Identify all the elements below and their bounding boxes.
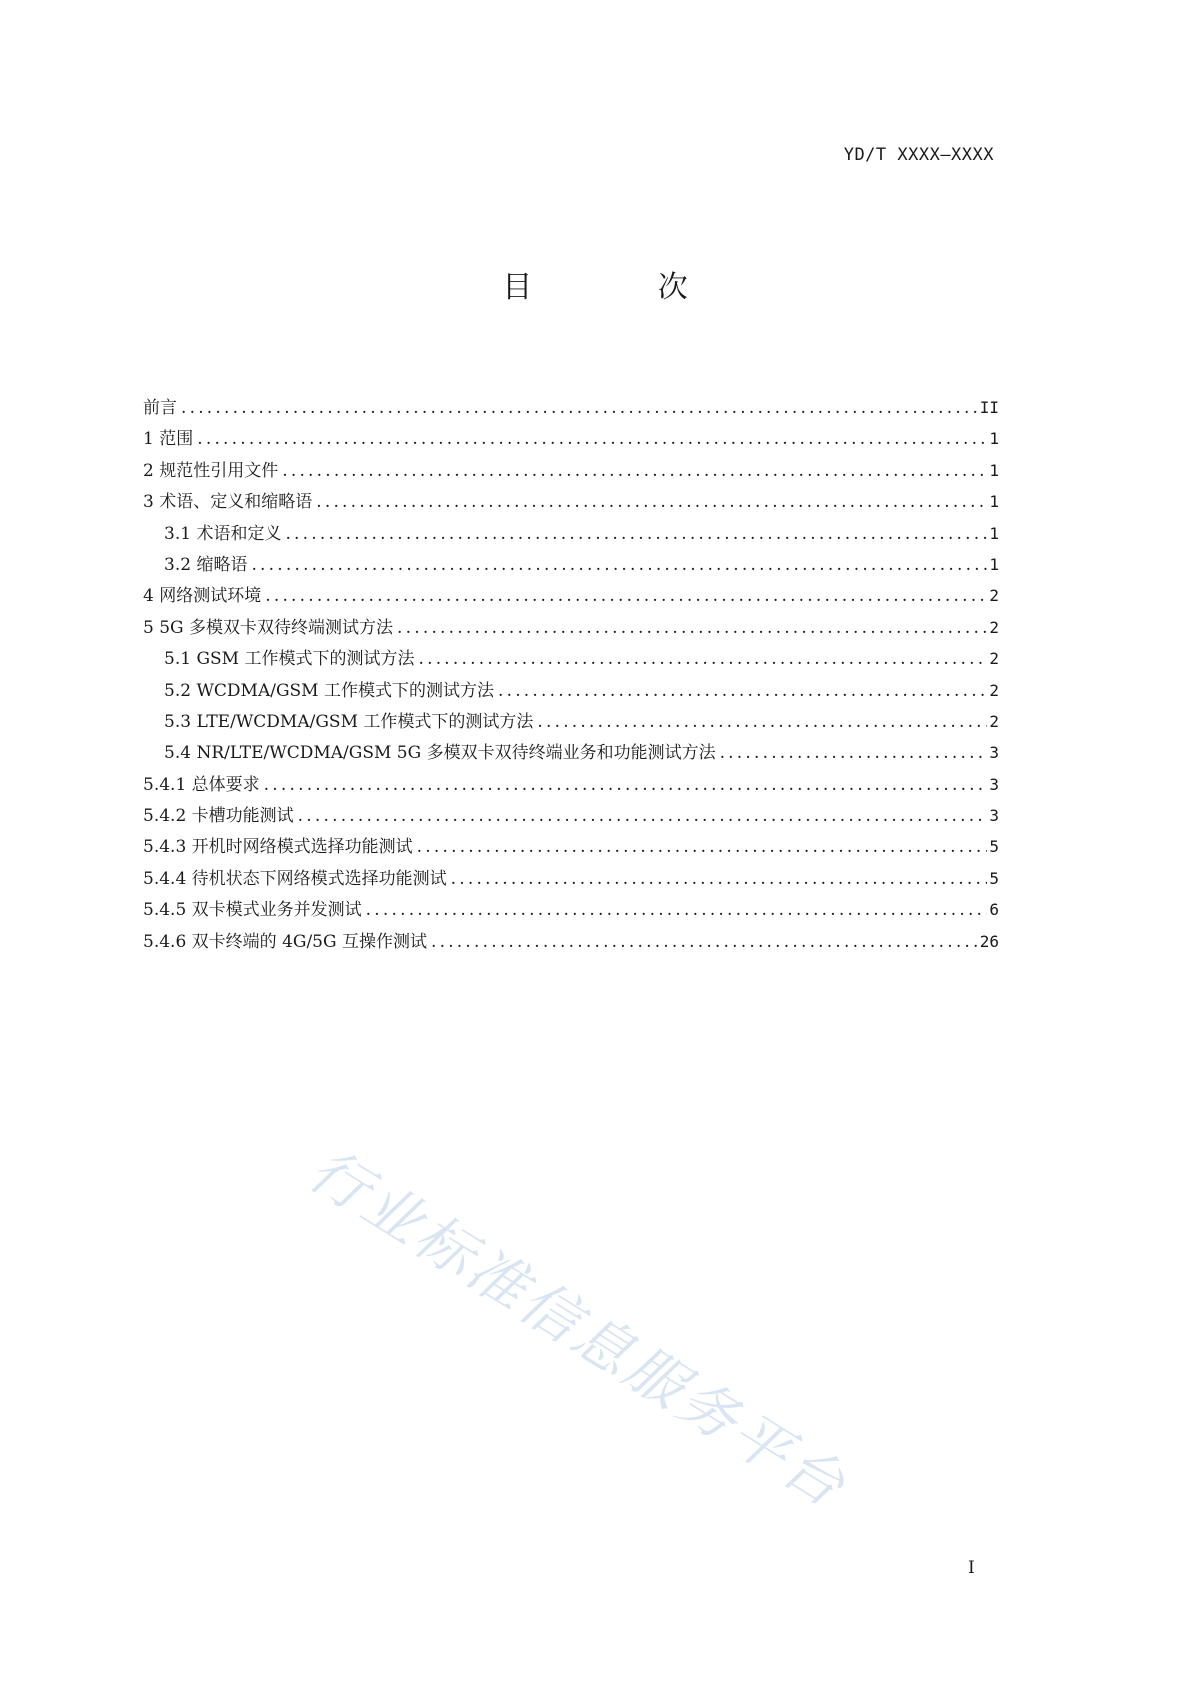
toc-entry-3-2[interactable] [143,549,999,580]
toc-entry-5-1[interactable] [143,643,999,674]
toc-entry-label: 3.1 术语和定义 [164,523,282,544]
toc-entry-label: 5.2 WCDMA/GSM 工作模式下的测试方法 [164,680,494,701]
toc-entry-label: 5.1 GSM 工作模式下的测试方法 [164,649,415,670]
toc-entry-5-2[interactable] [143,675,999,706]
toc-dot-leader [251,550,987,581]
toc-entry-label: 5 5G 多模双卡双待终端测试方法 [143,617,394,638]
toc-dot-leader [417,832,988,863]
toc-entry-5-4-6[interactable] [143,926,999,957]
toc-entry-label: 5.4.5 双卡模式业务并发测试 [143,900,362,921]
toc-dot-leader [431,927,978,958]
watermark: 行业标准信息服务平台 [297,1135,860,1522]
toc-entry-label: 5.4.2 卡槽功能测试 [143,806,294,827]
toc-dot-leader [285,519,987,550]
toc-dot-leader [537,707,987,738]
toc-entry-label: 3 术语、定义和缩略语 [143,492,313,513]
toc-entry-page: 26 [979,931,999,951]
toc-entry-5-4-4[interactable] [143,863,999,894]
toc-entry-3-1[interactable] [143,518,999,549]
toc-dot-leader [316,487,987,518]
toc-dot-leader [720,738,988,769]
toc-entry-label: 4 网络测试环境 [143,586,262,607]
toc-entry-label: 5.4.1 总体要求 [143,774,260,795]
toc-dot-leader [418,644,987,675]
toc-entry-page: 1 [989,554,999,574]
toc-entry-page: 2 [989,649,999,669]
toc-entry-page: 1 [989,460,999,480]
toc-entry-page: 2 [989,617,999,637]
toc-dot-leader [397,613,987,644]
toc-dot-leader [181,393,978,424]
toc-dot-leader [366,895,988,926]
toc-entry-label: 5.4.4 待机状态下网络模式选择功能测试 [143,868,447,889]
toc-entry-page: 3 [989,806,999,826]
toc-entry-page: 1 [989,523,999,543]
toc-entry-5-4-1[interactable] [143,769,999,800]
toc-dot-leader [298,801,988,832]
toc-entry-scope[interactable] [143,423,999,454]
table-of-contents [143,392,999,957]
toc-entry-page: 2 [989,711,999,731]
toc-entry-label: 5.4 NR/LTE/WCDMA/GSM 5G 多模双卡双待终端业务和功能测试方法 [164,743,716,764]
toc-entry-page: 6 [989,900,999,920]
toc-entry-label: 5.4.6 双卡终端的 4G/5G 互操作测试 [143,931,427,952]
toc-entry-page: 5 [989,837,999,857]
toc-entry-page: 1 [989,429,999,449]
toc-dot-leader [282,456,987,487]
toc-entry-label: 5.3 LTE/WCDMA/GSM 工作模式下的测试方法 [164,711,534,732]
toc-title: 目 次 [502,270,746,305]
toc-entry-5-4-2[interactable] [143,800,999,831]
page-number: I [968,1558,975,1578]
toc-entry-normative-references[interactable] [143,455,999,486]
toc-entry-page: II [979,398,999,417]
toc-entry-5-4-3[interactable] [143,831,999,862]
toc-dot-leader [498,676,987,707]
toc-entry-label: 前言 [143,398,177,418]
toc-entry-page: 5 [989,868,999,888]
toc-entry-label: 5.4.3 开机时网络模式选择功能测试 [143,837,413,858]
toc-entry-network-environment[interactable] [143,580,999,611]
toc-entry-label: 1 范围 [143,429,194,450]
toc-entry-label: 2 规范性引用文件 [143,460,279,481]
toc-dot-leader [265,581,987,612]
toc-entry-label: 3.2 缩略语 [164,554,248,575]
toc-dot-leader [451,864,988,895]
toc-dot-leader [264,770,988,801]
toc-entry-5-3[interactable] [143,706,999,737]
toc-entry-page: 2 [989,680,999,700]
toc-entry-test-methods[interactable] [143,612,999,643]
toc-dot-leader [197,424,987,455]
toc-entry-page: 1 [989,492,999,512]
toc-entry-5-4-5[interactable] [143,894,999,925]
toc-entry-page: 3 [989,774,999,794]
toc-entry-5-4[interactable] [143,737,999,768]
toc-entry-foreword[interactable] [143,392,999,423]
toc-entry-terms[interactable] [143,486,999,517]
toc-entry-page: 3 [989,743,999,763]
document-code: YD/T XXXX—XXXX [843,145,994,165]
toc-entry-page: 2 [989,586,999,606]
